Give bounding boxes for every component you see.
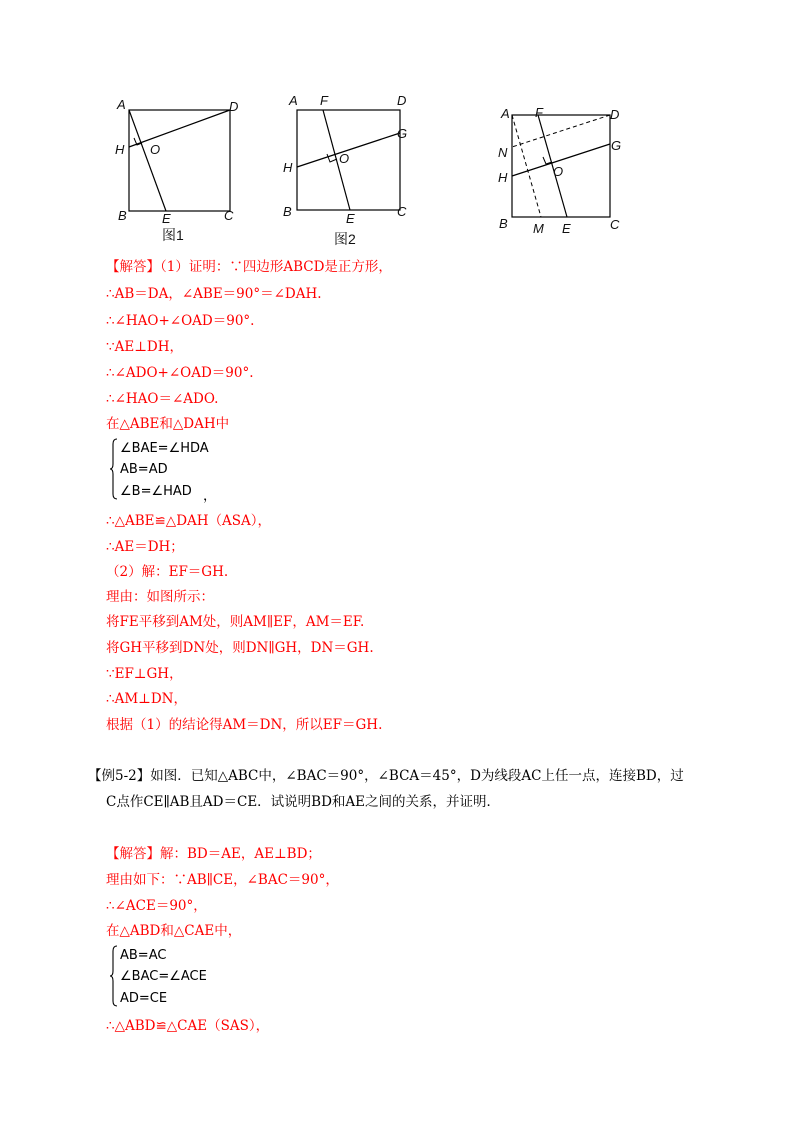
label-c: C	[224, 208, 234, 223]
answer1-line-13: 将GH平移到DN处，则DN∥GH，DN＝GH.	[106, 640, 374, 656]
label-h: H	[283, 160, 293, 175]
answer1-line-4: ∵AE⊥DH，	[106, 339, 183, 355]
equation-system-2	[110, 947, 230, 1007]
answer1-line-7: 在△ABE和△DAH中	[106, 416, 230, 432]
label-c: C	[397, 204, 407, 219]
label-g: G	[611, 138, 622, 153]
square-abcd	[129, 110, 230, 211]
answer2-line-1: 【解答】解：BD＝AE，AE⊥BD；	[106, 846, 321, 862]
figure-1	[110, 92, 245, 252]
figure-2-caption: 图2	[334, 231, 356, 247]
system1-trailing-comma: ，	[203, 488, 217, 504]
answer2-last-line: ∴△ABD≌△CAE（SAS），	[106, 1018, 270, 1034]
figure-1-caption: 图1	[162, 227, 184, 243]
system2-row-2: ∠BAC=∠ACE	[120, 969, 207, 984]
label-b: B	[499, 216, 508, 231]
label-o: O	[339, 151, 350, 166]
label-h: H	[115, 142, 125, 157]
label-d: D	[229, 99, 239, 114]
system2-row-3: AD=CE	[120, 991, 168, 1006]
answer1-line-10: （2）解：EF＝GH.	[106, 564, 229, 580]
answer1-line-5: ∴∠ADO+∠OAD＝90°.	[106, 365, 254, 381]
label-a: A	[117, 97, 126, 112]
answer2-line-3: ∴∠ACE＝90°，	[106, 898, 207, 914]
label-n: N	[498, 145, 508, 160]
answer1-line-3: ∴∠HAO+∠OAD＝90°.	[106, 313, 255, 329]
label-d: D	[397, 93, 407, 108]
example-line-2: C点作CE∥AB且AD＝CE．试说明BD和AE之间的关系，并证明．	[106, 794, 501, 810]
label-g: G	[397, 126, 408, 141]
label-f: F	[320, 93, 328, 108]
answer1-line-14: ∵EF⊥GH，	[106, 666, 183, 682]
system1-row-1: ∠BAE=∠HDA	[120, 441, 209, 456]
answer1-line-12: 将FE平移到AM处，则AM∥EF，AM＝EF.	[106, 614, 365, 630]
label-e: E	[346, 211, 355, 226]
label-h: H	[498, 170, 508, 185]
figure-3	[490, 100, 630, 240]
segment-ae	[129, 110, 166, 211]
brace-icon	[110, 438, 118, 500]
answer1-line-9: ∴AE＝DH；	[106, 539, 184, 555]
segment-dn-dashed	[512, 115, 610, 147]
answer2-line-2: 理由如下：∵AB∥CE，∠BAC＝90°，	[106, 872, 339, 888]
answer1-line-16: 根据（1）的结论得AM＝DN，所以EF＝GH.	[106, 717, 383, 733]
label-f: F	[535, 105, 543, 120]
label-c: C	[610, 217, 620, 232]
label-d: D	[610, 107, 620, 122]
label-o: O	[553, 164, 564, 179]
label-e: E	[162, 211, 171, 226]
segment-am-dashed	[512, 115, 541, 217]
label-b: B	[283, 204, 292, 219]
system2-row-1: AB=AC	[120, 948, 167, 963]
answer1-line-15: ∴AM⊥DN，	[106, 691, 187, 707]
figure-2	[280, 92, 420, 252]
segment-dh	[129, 110, 230, 147]
label-a: A	[289, 93, 298, 108]
answer1-line-8: ∴△ABE≌△DAH（ASA），	[106, 513, 272, 529]
label-e: E	[562, 221, 571, 236]
example-line-1: 【例5-2】如图．已知△ABC中，∠BAC＝90°，∠BCA＝45°，D为线段AC上任一点，连接BD，过	[88, 768, 684, 784]
answer1-line-6: ∴∠HAO＝∠ADO.	[106, 391, 219, 407]
system1-row-3: ∠B=∠HAD	[120, 484, 192, 499]
label-o: O	[150, 142, 161, 157]
answer2-line-4: 在△ABD和△CAE中，	[106, 923, 242, 939]
answer1-line-1: 【解答】（1）证明：∵四边形ABCD是正方形，	[106, 259, 392, 275]
answer1-line-2: ∴AB＝DA，∠ABE＝90°＝∠DAH.	[106, 286, 322, 302]
answer1-line-11: 理由：如图所示：	[106, 589, 214, 605]
system1-row-2: AB=AD	[120, 462, 168, 477]
brace-icon	[110, 945, 118, 1007]
label-b: B	[118, 208, 127, 223]
label-m: M	[533, 221, 544, 236]
label-a: A	[501, 106, 510, 121]
